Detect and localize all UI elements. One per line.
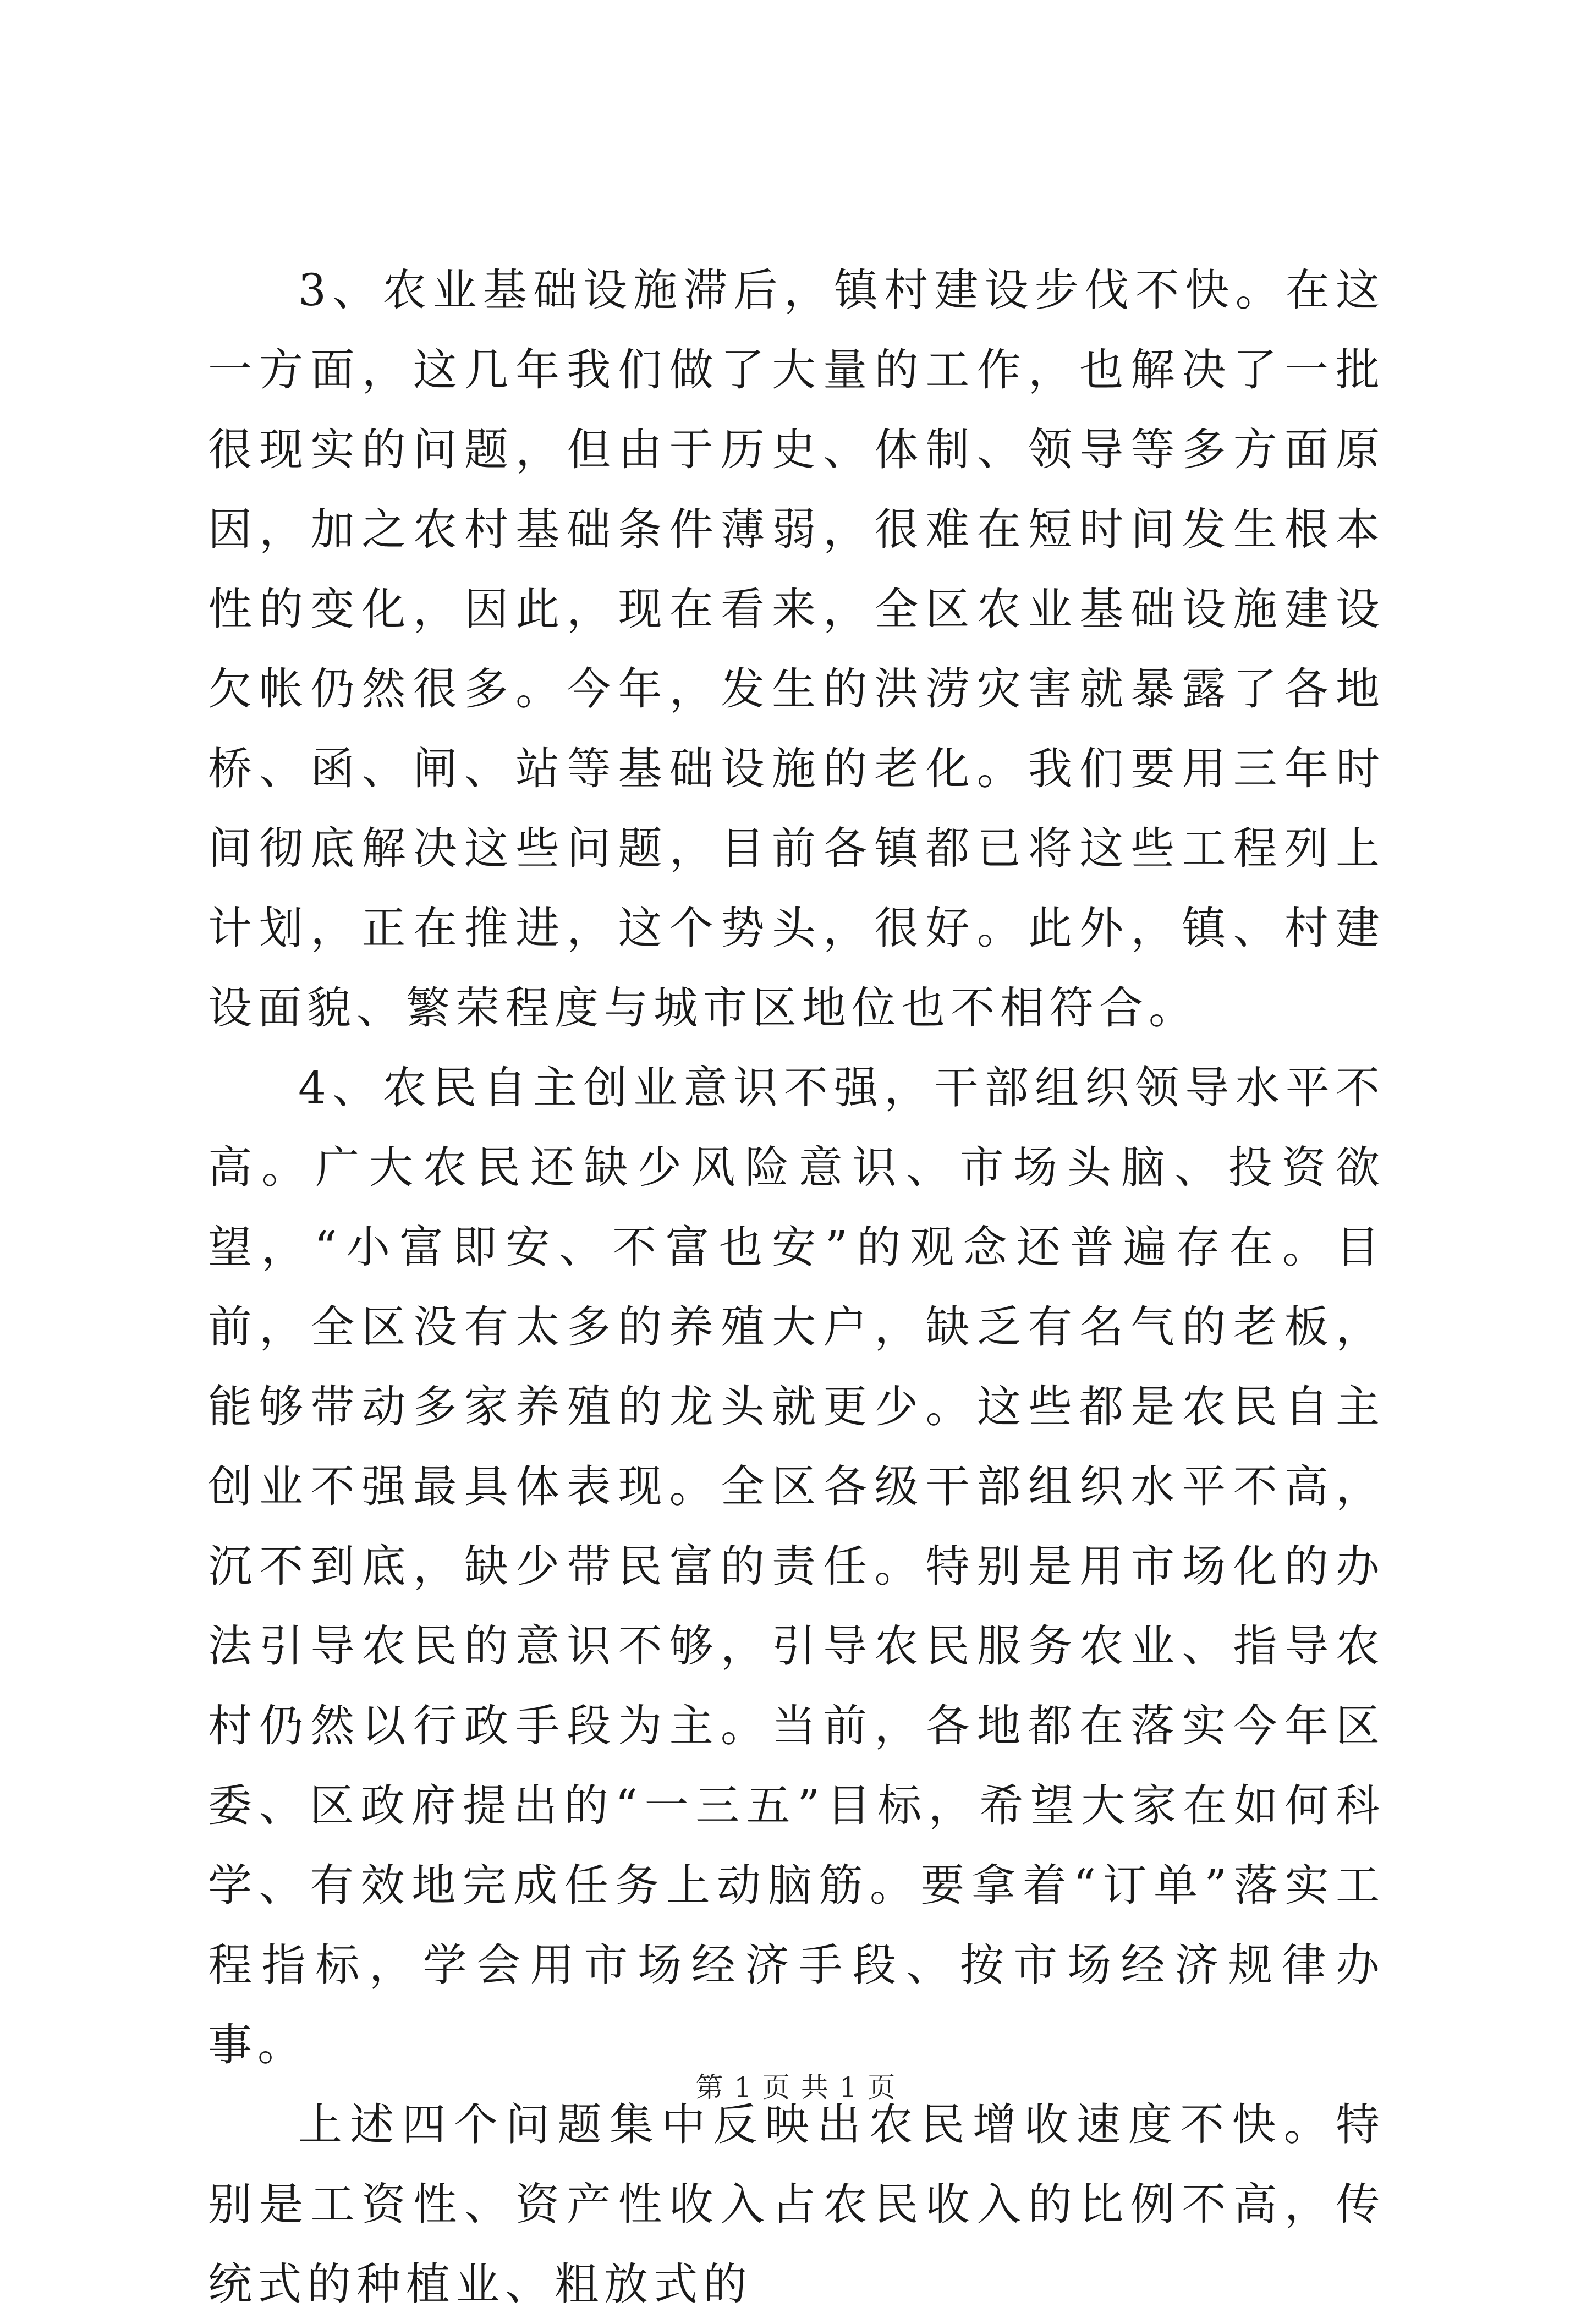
page-footer: 第 1 页 共 1 页 bbox=[695, 2072, 897, 2103]
document-body bbox=[208, 250, 1385, 2324]
paragraph-entrepreneurship: 4、农民自主创业意识不强，干部组织领导水平不高。广大农民还缺少风险意识、市场头脑、投资欲望，“小富即安、不富也安”的观念还普遍存在。目前，全区没有太多的养殖大户，缺乏有名气的老板，能够带动多家养殖的龙头就更少。这些都是农民自主创业不强最具体表现。全区各级干部组织水平不高，沉不到底，缺少带民富的责任。特别是用市场化的办法引导农民的意识不够，引导农民服务农业、指导农村仍然以行政手段为主。当前，各地都在落实今年区委、区政府提出的“一三五”目标，希望大家在如何科学、有效地完成任务上动脑筋。要拿着“订单”落实工程指标，学会用市场经济手段、按市场经济规律办事。 bbox=[208, 1062, 1385, 2070]
paragraph-infrastructure: 3、农业基础设施滞后，镇村建设步伐不快。在这一方面，这几年我们做了大量的工作，也解决了一批很现实的问题，但由于历史、体制、领导等多方面原因，加之农村基础条件薄弱，很难在短时间发生根本性的变化，因此，现在看来，全区农业基础设施建设欠帐仍然很多。今年，发生的洪涝灾害就暴露了各地桥、函、闸、站等基础设施的老化。我们要用三年时间彻底解决这些问题，目前各镇都已将这些工程列上计划，正在推进，这个势头，很好。此外，镇、村建设面貌、繁荣程度与城市区地位也不相符合。 bbox=[208, 265, 1385, 1034]
paragraph-income-summary: 上述四个问题集中反映出农民增收速度不快。特别是工资性、资产性收入占农民收入的比例不高，传统式的种植业、粗放式的 bbox=[208, 2099, 1385, 2310]
